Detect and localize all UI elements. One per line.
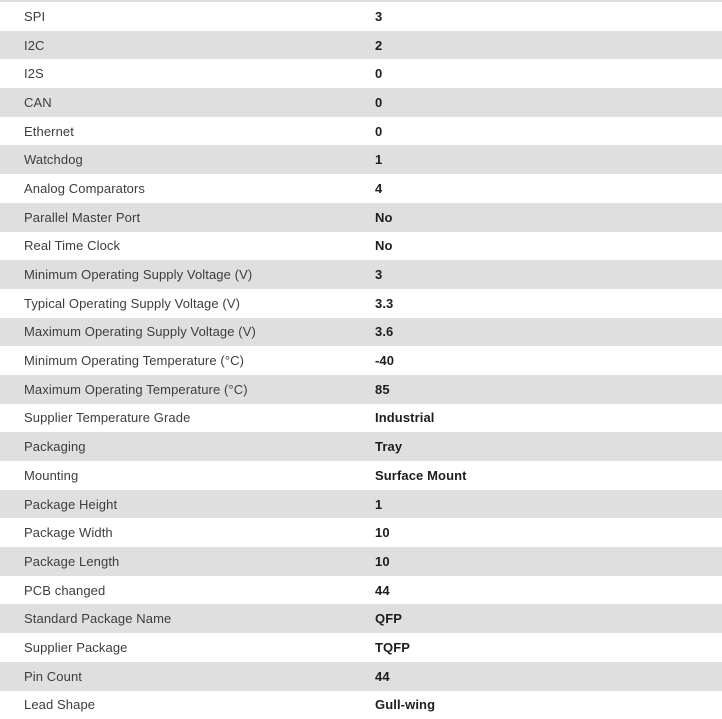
- table-row: [0, 117, 722, 146]
- spec-value: QFP: [375, 611, 403, 627]
- table-row: [0, 232, 722, 261]
- spec-label: SPI: [24, 8, 46, 24]
- spec-label: Watchdog: [24, 152, 83, 168]
- spec-value: 4: [375, 180, 383, 196]
- spec-label: Supplier Temperature Grade: [24, 410, 191, 426]
- table-row: [0, 404, 722, 433]
- spec-label: I2C: [24, 37, 45, 53]
- spec-value: 1: [375, 152, 383, 168]
- spec-value: 3: [375, 267, 383, 283]
- spec-value: 0: [375, 66, 383, 82]
- table-row: [0, 461, 722, 490]
- spec-value: -40: [375, 353, 395, 369]
- table-row: [0, 203, 722, 232]
- spec-value: 3.6: [375, 324, 394, 340]
- spec-label: Supplier Package: [24, 639, 128, 655]
- spec-label: Parallel Master Port: [24, 209, 141, 225]
- spec-value: TQFP: [375, 639, 411, 655]
- table-row: [0, 88, 722, 117]
- spec-value: 10: [375, 525, 390, 541]
- spec-value: 1: [375, 496, 383, 512]
- spec-value: 44: [375, 668, 390, 684]
- table-row: [0, 318, 722, 347]
- spec-value: 44: [375, 582, 390, 598]
- spec-label: Packaging: [24, 439, 86, 455]
- spec-value: No: [375, 209, 393, 225]
- spec-label: Pin Count: [24, 668, 82, 684]
- spec-value: 0: [375, 94, 383, 110]
- spec-label: Package Height: [24, 496, 118, 512]
- table-row: [0, 604, 722, 633]
- spec-value: Tray: [375, 439, 403, 455]
- table-row: [0, 346, 722, 375]
- table-row: [0, 2, 722, 31]
- table-row: [0, 691, 722, 719]
- table-row: [0, 662, 722, 691]
- spec-value: 3: [375, 8, 383, 24]
- table-row: [0, 31, 722, 60]
- table-row: [0, 375, 722, 404]
- table-row: [0, 174, 722, 203]
- spec-label: Package Width: [24, 525, 113, 541]
- table-row: [0, 576, 722, 605]
- spec-value: Surface Mount: [375, 467, 467, 483]
- spec-value: 2: [375, 37, 383, 53]
- table-row: [0, 260, 722, 289]
- spec-label: Maximum Operating Supply Voltage (V): [24, 324, 256, 340]
- spec-label: Package Length: [24, 553, 120, 569]
- spec-value: 10: [375, 553, 390, 569]
- table-row: [0, 289, 722, 318]
- spec-label: Ethernet: [24, 123, 74, 139]
- spec-value: 85: [375, 381, 390, 397]
- spec-value: 0: [375, 123, 383, 139]
- spec-label: Minimum Operating Supply Voltage (V): [24, 267, 253, 283]
- spec-label: PCB changed: [24, 582, 106, 598]
- spec-value: Gull-wing: [375, 697, 436, 713]
- spec-label: Maximum Operating Temperature (°C): [24, 381, 248, 397]
- spec-label: Analog Comparators: [24, 180, 146, 196]
- table-row: [0, 547, 722, 576]
- table-row: [0, 432, 722, 461]
- spec-value: Industrial: [375, 410, 435, 426]
- spec-value: No: [375, 238, 393, 254]
- spec-label: Lead Shape: [24, 697, 96, 713]
- table-row: [0, 490, 722, 519]
- spec-value: 3.3: [375, 295, 394, 311]
- spec-label: Mounting: [24, 467, 79, 483]
- spec-label: I2S: [24, 66, 44, 82]
- spec-label: Standard Package Name: [24, 611, 172, 627]
- table-row: [0, 518, 722, 547]
- table-row: [0, 145, 722, 174]
- spec-label: Typical Operating Supply Voltage (V): [24, 295, 241, 311]
- spec-label: Real Time Clock: [24, 238, 121, 254]
- table-row: [0, 633, 722, 662]
- spec-label: Minimum Operating Temperature (°C): [24, 353, 245, 369]
- spec-label: CAN: [24, 94, 52, 110]
- table-row: [0, 59, 722, 88]
